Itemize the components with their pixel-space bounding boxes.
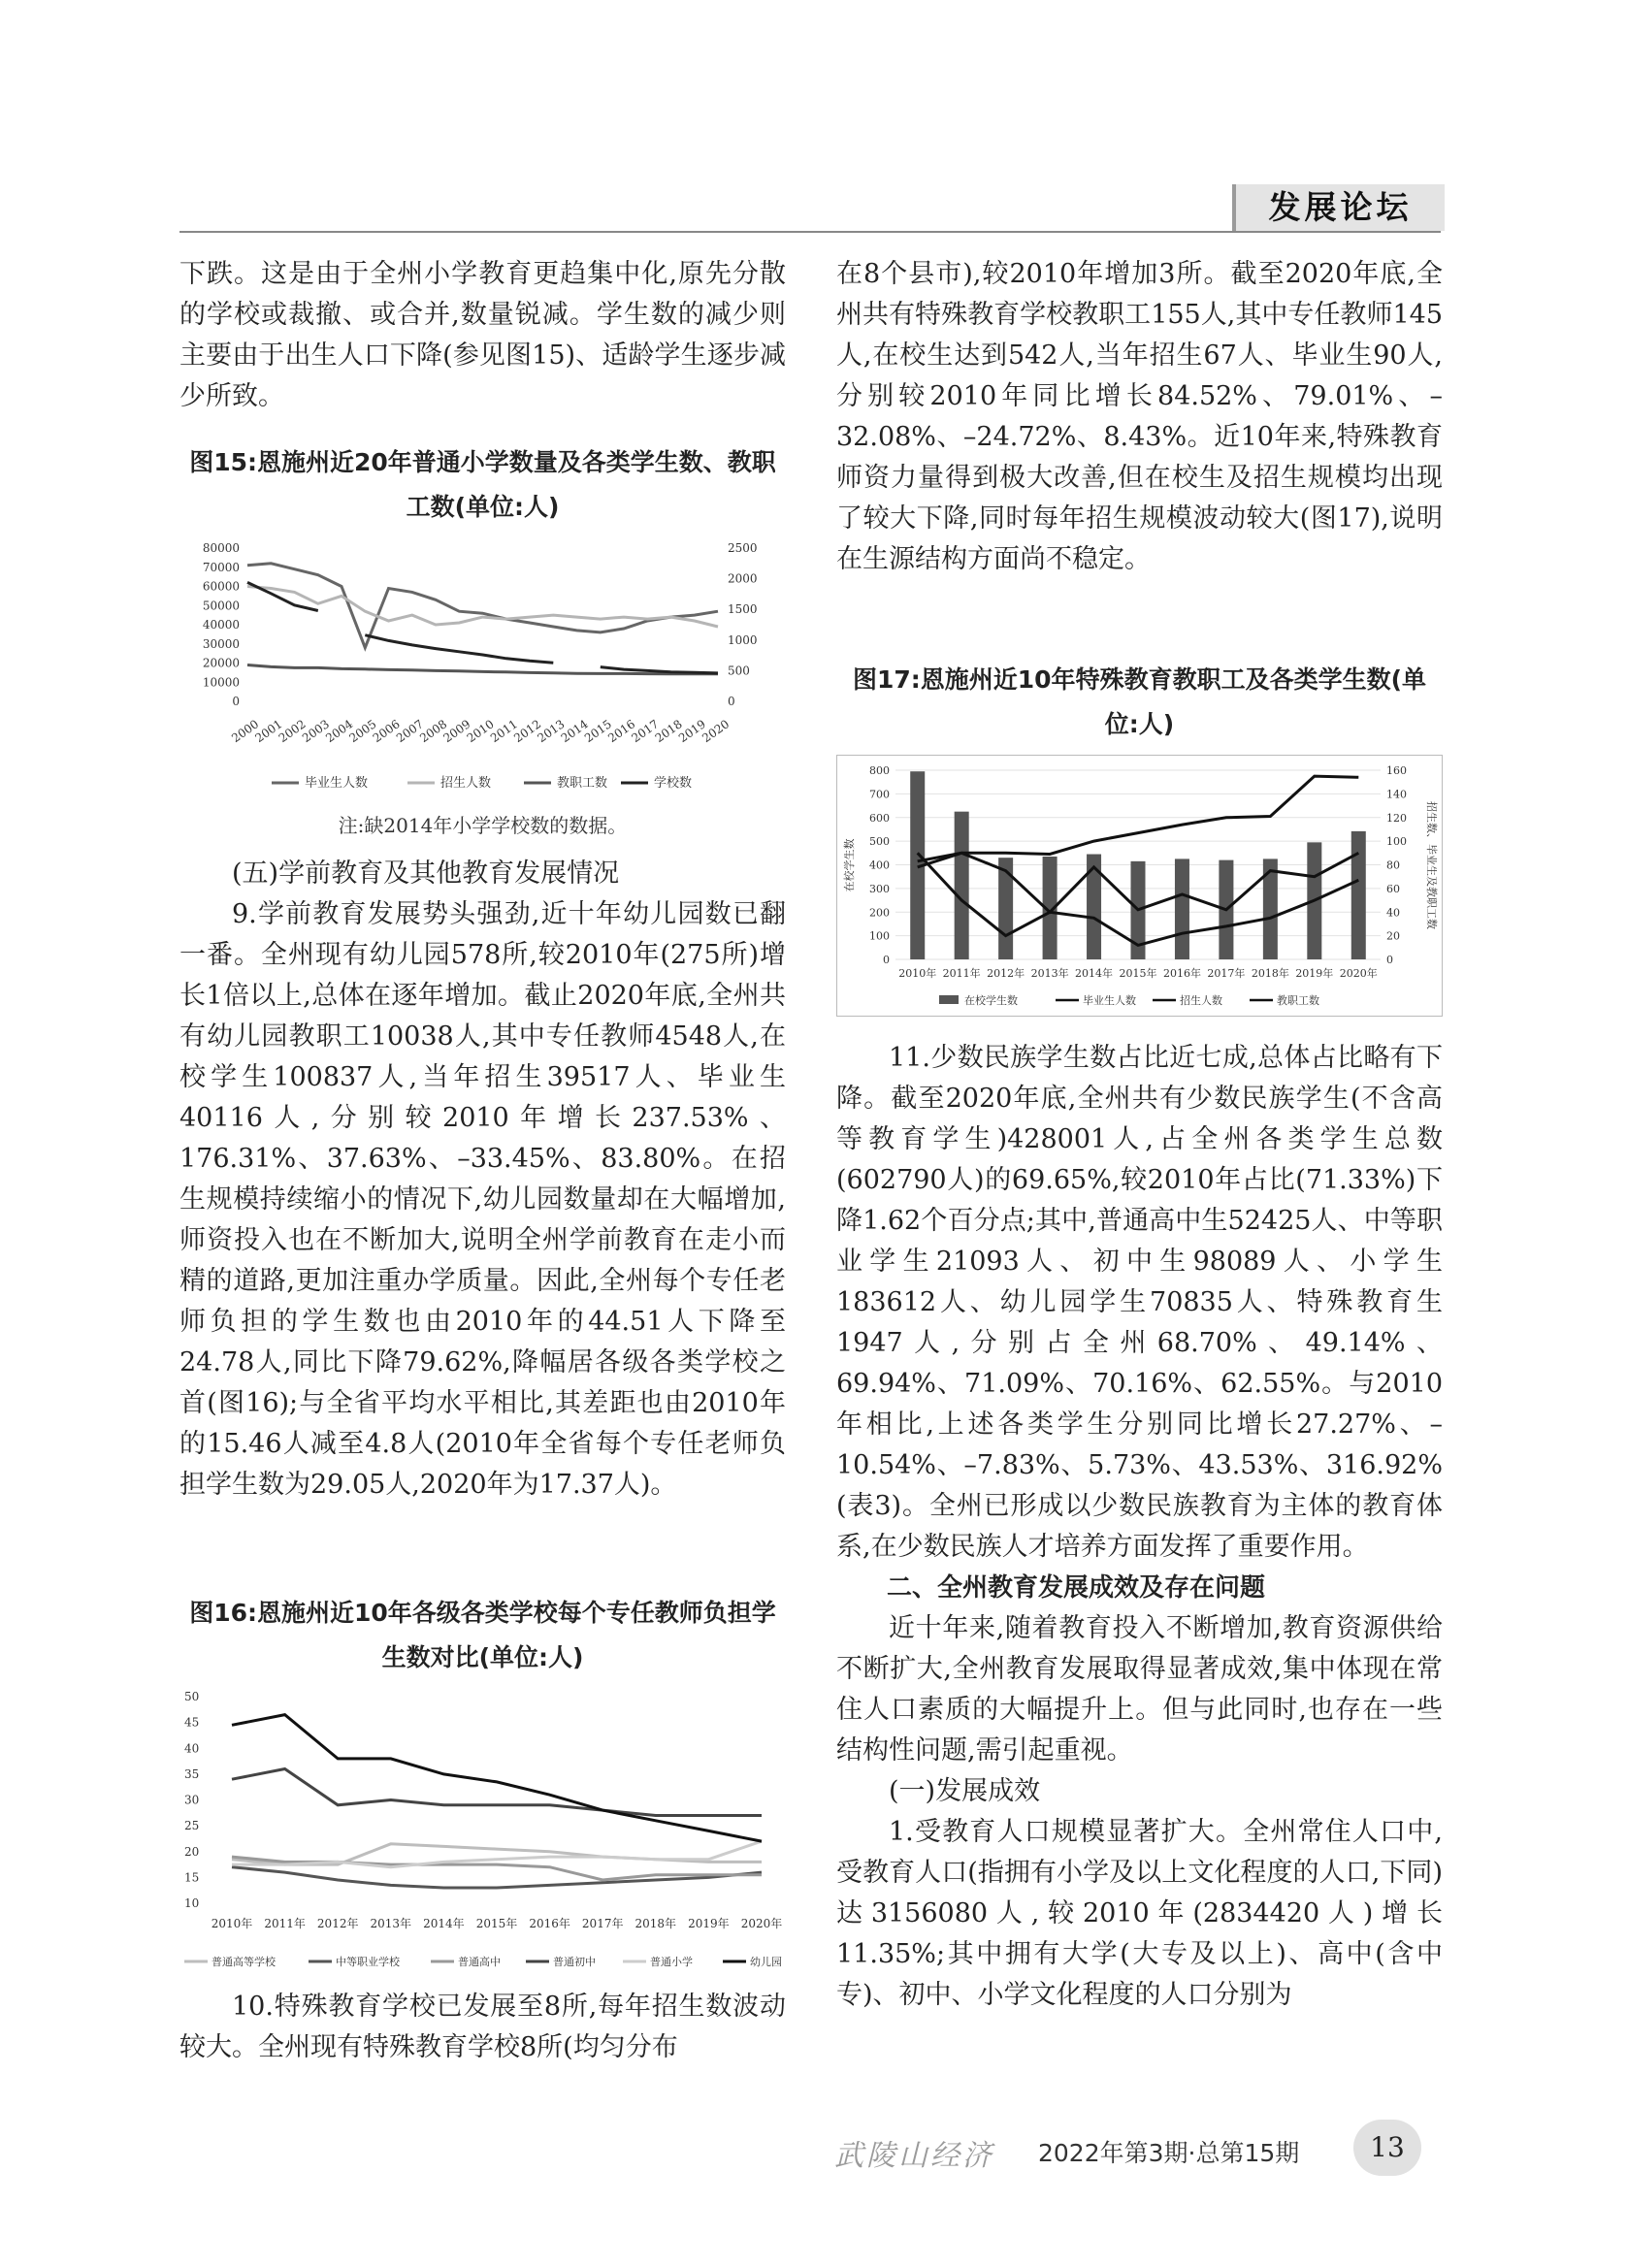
legend-label: 学校数	[654, 776, 693, 791]
y-tick-label: 400	[869, 859, 890, 872]
y2-tick-label: 100	[1386, 835, 1407, 849]
fig16-svg	[179, 1683, 786, 1974]
y2-tick-label: 120	[1386, 811, 1407, 825]
paragraph-1: 1.受教育人口规模显著扩大。全州常住人口中,受教育人口(指拥有小学及以上文化程度的人口,下同)达3156080人,较2010年(2834420人)增长11.35%;其中拥有大学(大专及以上)、高中(含中专)、初中、小学文化程度的人口分别为	[836, 1817, 1443, 2010]
y-tick-label: 80000	[202, 541, 240, 555]
legend-label: 招生人数	[440, 776, 492, 791]
x-tick-label: 2019年	[1295, 967, 1334, 980]
paragraph-11: 11.少数民族学生数占比近七成,总体占比略有下降。截至2020年底,全州共有少数民族学生(不含高等教育学生)428001人,占全州各类学生总数(602790人)的69.65%,较2010年占比(71.33%)下降1.62个百分点;其中,普通高中生52425人、中等职业学生21093人、初中生98089人、小学生183612人、幼儿园学生70835人、特殊教育生1947人,分别占全州68.70%、49.14%、69.94%、71.09%、70.16%、62.55%。与2010年相比,上述各类学生分别同比增长27.27%、–10.54%、–7.83%、5.73%、43.53%、316.92%(表3)。全州已形成以少数民族教育为主体的教育体系,在少数民族人才培养方面发挥了重要作用。	[836, 1043, 1443, 1562]
y2-tick-label: 160	[1386, 764, 1407, 777]
page-number: 13	[1353, 2120, 1421, 2176]
x-tick-label: 2009	[440, 717, 473, 746]
paragraph-9: 9.学前教育发展势头强劲,近十年幼儿园数已翻一番。全州现有幼儿园578所,较2010年(275所)增长1倍以上,总体在逐年增加。截止2020年底,全州共有幼儿园教职工10038人,其中专任教师4548人,在校学生100837人,当年招生39517人、毕业生40116人,分别较2010年增长237.53%、176.31%、37.63%、–33.45%、83.80%。在招生规模持续缩小的情况下,幼儿园数量却在大幅增加,师资投入也在不断加大,说明全州学前教育在走小而精的道路,更加注重办学质量。因此,全州每个专任老师负担的学生数也由2010年的44.51人下降至24.78人,同比下降79.62%,降幅居各级各类学校之首(图16);与全省平均水平相比,其差距也由2010年的15.46人减至4.8人(2010年全省每个专任老师负担学生数为29.05人,2020年为17.37人)。	[179, 899, 786, 1500]
x-tick-label: 2014	[558, 717, 591, 746]
y-tick-label: 10000	[202, 675, 240, 690]
x-tick-label: 2007	[393, 717, 426, 746]
y-tick-label: 30000	[202, 636, 240, 651]
legend-label: 普通高等学校	[212, 1956, 276, 1968]
y-tick-label: 60000	[202, 579, 240, 594]
fig15-chart	[179, 529, 786, 800]
bar	[1351, 831, 1366, 959]
x-tick-label: 2000	[229, 717, 262, 746]
legend-label: 中等职业学校	[336, 1956, 400, 1968]
y-tick-label: 40	[184, 1741, 200, 1756]
fig17-chart	[836, 755, 1443, 1017]
legend-label: 普通初中	[553, 1956, 596, 1968]
x-tick-label: 2011年	[264, 1917, 306, 1930]
fig16-caption: 图16:恩施州近10年各级各类学校每个专任教师负担学生数对比(单位:人)	[189, 1599, 776, 1671]
legend-label: 幼儿园	[750, 1956, 782, 1968]
series-line-1	[232, 1867, 762, 1888]
y2-tick-label: 80	[1386, 859, 1400, 872]
y-tick-label: 40000	[202, 618, 240, 632]
y2-tick-label: 60	[1386, 882, 1400, 895]
legend-label: 毕业生人数	[1083, 994, 1136, 1007]
y-tick-label: 0	[883, 954, 890, 966]
achievements-heading: (一)发展成效	[889, 1776, 1041, 1806]
x-tick-label: 2020年	[740, 1917, 783, 1930]
x-tick-label: 2006	[370, 717, 403, 746]
issue-info: 2022年第3期·总第15期	[1038, 2139, 1300, 2167]
x-tick-label: 2019	[675, 717, 708, 746]
y-tick-label: 35	[184, 1766, 200, 1781]
y2-tick-label: 2000	[728, 571, 758, 586]
x-tick-label: 2017年	[1207, 967, 1246, 980]
fig15-note: 注:缺2014年小学学校数的数据。	[338, 814, 628, 837]
left-column	[179, 254, 786, 417]
y-tick-label: 200	[869, 906, 890, 920]
x-tick-label: 2004	[323, 717, 356, 746]
x-tick-label: 2013年	[370, 1917, 412, 1930]
y-tick-label: 45	[184, 1715, 200, 1730]
x-tick-label: 2018	[652, 717, 685, 746]
x-tick-label: 2019年	[688, 1917, 730, 1930]
y-tick-label: 800	[869, 764, 890, 777]
x-tick-label: 2016年	[1162, 967, 1201, 980]
y2-tick-label: 20	[1386, 929, 1400, 943]
y-tick-label: 10	[184, 1896, 200, 1910]
left-column-2	[179, 854, 786, 1506]
x-tick-label: 2015年	[475, 1917, 518, 1930]
x-tick-label: 2003	[299, 717, 332, 746]
y-tick-label: 600	[869, 811, 890, 825]
bar	[1175, 859, 1189, 959]
x-tick-label: 2013年	[1030, 967, 1069, 980]
paragraph-10-continued: 在8个县市),较2010年增加3所。截至2020年底,全州共有特殊教育学校教职工155人,其中专任教师145人,在校生达到542人,当年招生67人、毕业生90人,分别较2010年同比增长84.52%、79.01%、–32.08%、–24.72%、8.43%。近10年来,特殊教育师资力量得到极大改善,但在校生及招生规模均出现了较大下降,同时每年招生规模波动较大(图17),说明在生源结构方面尚不稳定。	[836, 259, 1443, 574]
x-tick-label: 2010年	[211, 1917, 253, 1930]
y-tick-label: 15	[184, 1870, 200, 1885]
y2-tick-label: 1500	[728, 602, 758, 617]
fig15-caption: 图15:恩施州近20年普通小学数量及各类学生数、教职工数(单位:人)	[189, 448, 776, 521]
header-rule	[179, 231, 1441, 233]
bar	[955, 812, 969, 959]
preschool-heading: (五)学前教育及其他教育发展情况	[232, 859, 620, 889]
section-two-heading: 二、全州教育发展成效及存在问题	[887, 1573, 1266, 1603]
section-two-intro: 近十年来,随着教育投入不断增加,教育资源供给不断扩大,全州教育发展取得显著成效,集中体现在常住人口素质的大幅提升上。但与此同时,也存在一些结构性问题,需引起重视。	[836, 1613, 1443, 1766]
section-title: 发展论坛	[1268, 188, 1413, 226]
right-column-2	[836, 1038, 1443, 2016]
left-intro-paragraph: 下跌。这是由于全州小学教育更趋集中化,原先分散的学校或裁撤、或合并,数量锐减。学生数的减少则主要由于出生人口下降(参见图15)、适龄学生逐步减少所致。	[179, 259, 786, 411]
x-tick-label: 2018年	[635, 1917, 677, 1930]
x-tick-label: 2017年	[581, 1917, 624, 1930]
y2-tick-label: 2500	[728, 541, 758, 555]
y-tick-label: 20000	[202, 656, 240, 670]
legend-label: 教职工数	[1277, 994, 1319, 1007]
left-column-3	[179, 1987, 786, 2068]
y-tick-label: 30	[184, 1793, 200, 1807]
y2-tick-label: 40	[1386, 906, 1400, 920]
x-tick-label: 2016	[605, 717, 638, 746]
x-tick-label: 2014年	[423, 1917, 465, 1930]
x-tick-label: 2002	[276, 717, 309, 746]
y-tick-label: 50	[184, 1690, 200, 1703]
series-line-3	[365, 635, 553, 664]
paragraph-10: 10.特殊教育学校已发展至8所,每年招生数波动较大。全州现有特殊教育学校8所(均匀分布	[179, 1992, 786, 2062]
y2-tick-label: 0	[728, 695, 735, 708]
y-axis-label: 在校学生数	[843, 838, 856, 892]
y-tick-label: 500	[869, 835, 890, 849]
x-tick-label: 2012	[511, 717, 544, 746]
y-tick-label: 300	[869, 882, 890, 895]
series-line-0	[247, 564, 718, 648]
y-tick-label: 25	[184, 1819, 200, 1833]
fig17-svg	[837, 756, 1442, 1016]
y-tick-label: 0	[232, 695, 240, 708]
x-tick-label: 2013	[535, 717, 568, 746]
x-tick-label: 2011年	[942, 967, 981, 980]
right-column	[836, 254, 1443, 580]
legend-label: 招生人数	[1180, 994, 1222, 1007]
y-tick-label: 100	[869, 929, 890, 943]
y2-tick-label: 0	[1386, 954, 1393, 966]
legend-label: 普通高中	[458, 1956, 501, 1968]
legend-label: 教职工数	[557, 776, 608, 791]
fig16-chart	[179, 1683, 786, 1974]
y-tick-label: 700	[869, 788, 890, 801]
x-tick-label: 2001	[252, 717, 285, 746]
x-tick-label: 2010	[464, 717, 497, 746]
x-tick-label: 2020	[700, 717, 732, 746]
y-tick-label: 50000	[202, 599, 240, 613]
x-tick-label: 2011	[487, 717, 520, 746]
x-tick-label: 2012年	[987, 967, 1025, 980]
y-tick-label: 70000	[202, 560, 240, 574]
x-tick-label: 2008	[417, 717, 450, 746]
legend-label: 在校学生数	[964, 994, 1018, 1007]
fig15-svg	[179, 529, 786, 800]
legend-swatch	[939, 995, 959, 1004]
bar	[1087, 855, 1101, 959]
x-tick-label: 2018年	[1251, 967, 1289, 980]
x-tick-label: 2015	[581, 717, 614, 746]
x-tick-label: 2005	[346, 717, 379, 746]
y-tick-label: 20	[184, 1844, 200, 1859]
series-line-0	[918, 776, 1359, 861]
x-tick-label: 2014年	[1075, 967, 1114, 980]
y2-tick-label: 1000	[728, 632, 758, 647]
y2-tick-label: 140	[1386, 788, 1407, 801]
section-tag	[1232, 184, 1445, 231]
y2-tick-label: 500	[728, 664, 750, 678]
journal-logo: 武陵山经济	[834, 2139, 994, 2173]
x-tick-label: 2016年	[529, 1917, 570, 1930]
x-tick-label: 2017	[629, 717, 662, 746]
x-tick-label: 2015年	[1119, 967, 1157, 980]
series-line-5	[232, 1715, 762, 1842]
legend-label: 毕业生人数	[305, 776, 369, 791]
y2-axis-label: 招生数、毕业生及教职工数	[1425, 801, 1438, 929]
x-tick-label: 2020年	[1339, 967, 1378, 980]
bar	[998, 858, 1013, 959]
fig17-caption: 图17:恩施州近10年特殊教育教职工及各类学生数(单位:人)	[852, 665, 1426, 738]
x-tick-label: 2010年	[898, 967, 937, 980]
series-line-3	[247, 582, 318, 610]
series-line-3	[232, 1769, 762, 1816]
legend-label: 普通小学	[650, 1956, 693, 1968]
x-tick-label: 2012年	[316, 1917, 359, 1930]
